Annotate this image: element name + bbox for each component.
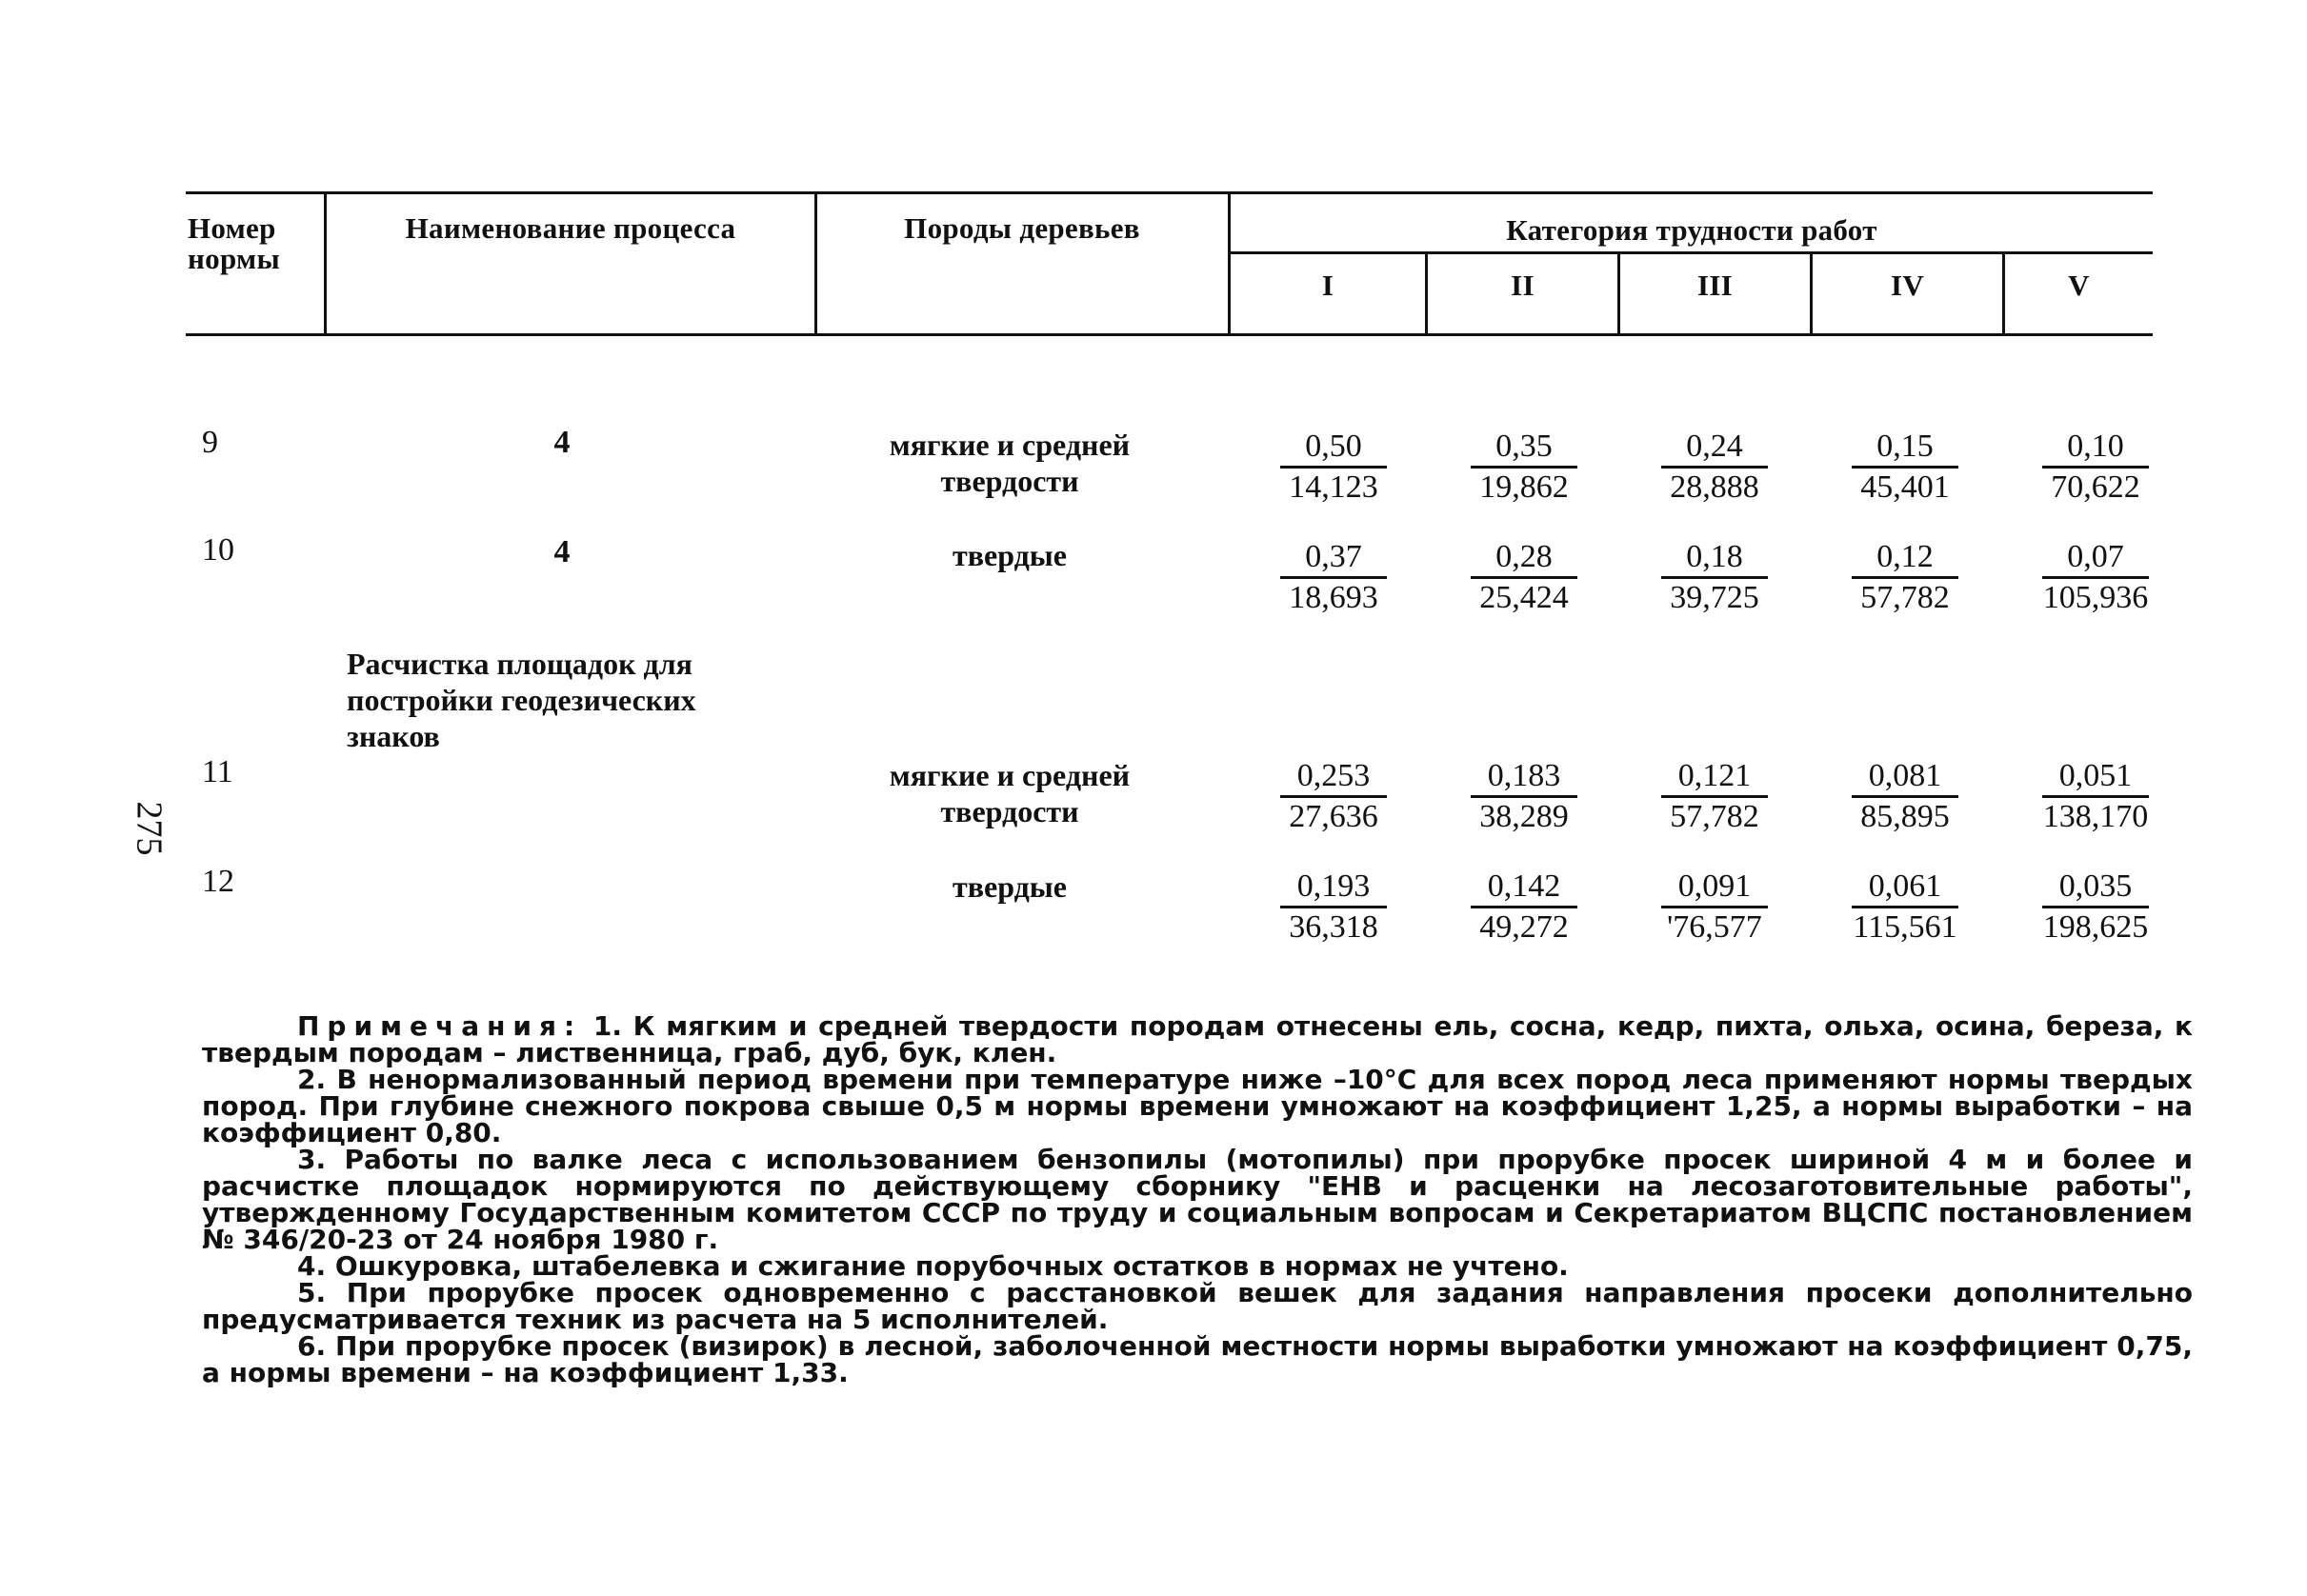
- notes-label: Примечания:: [297, 1010, 583, 1042]
- row-11-cat-IV-output: 85,895: [1860, 799, 1950, 834]
- row-12-cat-III-time: 0,091: [1661, 868, 1768, 908]
- row-9-cat-III: [1638, 429, 1791, 506]
- row-12-cat-I: [1257, 868, 1410, 946]
- header-category-group: Категория трудности работ: [1506, 213, 1877, 247]
- table-top-rule: [186, 191, 2153, 194]
- row-11-cat-V-output: 138,170: [2042, 799, 2149, 834]
- row-10-cat-II: [1448, 539, 1600, 616]
- row-10-cat-II-output: 25,424: [1479, 580, 1569, 615]
- note-6: 6. При прорубке просек (визирок) в лесной, заболоченной местности нормы выработки умножают на коэффициент 0,75, а нормы времени – на коэффициент 1,33.: [202, 1330, 2193, 1388]
- row-9-cat-V-output: 70,622: [2051, 469, 2140, 505]
- row-11-process-name: Расчистка площадок для постройки геодезических знаков: [347, 647, 696, 753]
- row-9-cat-V: [2019, 429, 2172, 506]
- row-10-cat-I-time: 0,37: [1280, 539, 1387, 579]
- header-category-V: V: [2068, 269, 2090, 302]
- row-11-cat-I-output: 27,636: [1289, 799, 1378, 834]
- row-12-cat-II-time: 0,142: [1471, 868, 1577, 908]
- row-11-cat-II-time: 0,183: [1471, 758, 1577, 798]
- row-9-species: мягкие и средней твердости: [889, 428, 1131, 498]
- row-10-cat-III-time: 0,18: [1661, 539, 1768, 579]
- row-9-cat-I-time: 0,50: [1280, 429, 1387, 469]
- header-category-II: II: [1511, 269, 1535, 302]
- row-11-cat-I: [1257, 758, 1410, 835]
- row-11-cat-V-time: 0,051: [2042, 758, 2149, 798]
- header-norm-number: Номер нормы: [188, 211, 280, 275]
- row-12-cat-IV: [1829, 868, 1981, 946]
- row-12-cat-I-output: 36,318: [1289, 909, 1378, 945]
- header-category-I: I: [1321, 269, 1334, 302]
- row-9-cat-I-output: 14,123: [1289, 469, 1378, 505]
- row-12-cat-III-output: '76,577: [1667, 909, 1762, 945]
- row-10-number: 10: [202, 532, 234, 568]
- row-11-cat-I-time: 0,253: [1280, 758, 1387, 798]
- note-1: [202, 1010, 2194, 1068]
- page-number: 275: [129, 801, 170, 856]
- row-11-number: 11: [202, 754, 233, 789]
- row-10-cat-III: [1638, 539, 1791, 616]
- row-12-cat-V-time: 0,035: [2042, 868, 2149, 908]
- row-11-species: мягкие и средней твердости: [889, 758, 1131, 828]
- row-10-cat-IV-time: 0,12: [1852, 539, 1958, 579]
- row-12-cat-IV-output: 115,561: [1853, 909, 1957, 945]
- header-process-name: Наименование процесса: [405, 211, 736, 245]
- header-category-III: III: [1696, 269, 1734, 302]
- category-subheader-rule: [1229, 251, 2153, 254]
- row-11-cat-IV-time: 0,081: [1852, 758, 1958, 798]
- row-12-number: 12: [202, 864, 234, 899]
- notes-block: [202, 1010, 2194, 1388]
- note-4: 4. Ошкуровка, штабелевка и сжигание порубочных остатков в нормах не учтено.: [297, 1250, 1569, 1282]
- note-2: 2. В ненормализованный период времени при температуре ниже –10°С для всех пород леса применяют нормы твердых пород. При глубине снежного покрова свыше 0,5 м нормы времени умножают на коэффициент 1,25, а нормы выработки – на коэффициент 0,80.: [202, 1064, 2193, 1148]
- row-10-cat-V-output: 105,936: [2042, 580, 2149, 615]
- row-11-cat-III-output: 57,782: [1670, 799, 1759, 834]
- header-bottom-rule: [186, 333, 2153, 336]
- row-9-cat-II-output: 19,862: [1479, 469, 1569, 505]
- row-10-cat-V-time: 0,07: [2042, 539, 2149, 579]
- row-10-cat-I-output: 18,693: [1289, 580, 1378, 615]
- row-12-species: твердые: [953, 869, 1067, 904]
- row-10-cat-V: [2019, 539, 2172, 616]
- row-11-cat-III: [1638, 758, 1791, 835]
- row-9-cat-II-time: 0,35: [1471, 429, 1577, 469]
- note-5: 5. При прорубке просек одновременно с расстановкой вешек для задания направления просеки дополнительно предусматривается техник из расчета на 5 исполнителей.: [202, 1277, 2193, 1335]
- row-9-cat-V-time: 0,10: [2042, 429, 2149, 469]
- row-9-cat-IV-output: 45,401: [1860, 469, 1950, 505]
- row-11-cat-II: [1448, 758, 1600, 835]
- row-9-cat-III-time: 0,24: [1661, 429, 1768, 469]
- col-divider-2: [814, 193, 817, 334]
- row-9-cat-IV-time: 0,15: [1852, 429, 1958, 469]
- row-11-cat-II-output: 38,289: [1479, 799, 1569, 834]
- row-12-cat-II: [1448, 868, 1600, 946]
- row-10-process: 4: [553, 534, 571, 569]
- row-11-cat-III-time: 0,121: [1661, 758, 1768, 798]
- row-9-cat-III-output: 28,888: [1670, 469, 1759, 505]
- row-10-cat-I: [1257, 539, 1410, 616]
- row-11-cat-IV: [1829, 758, 1981, 835]
- row-12-cat-V: [2019, 868, 2172, 946]
- row-12-cat-II-output: 49,272: [1479, 909, 1569, 945]
- row-10-species: твердые: [953, 538, 1067, 572]
- row-11-cat-V: [2019, 758, 2172, 835]
- row-10-cat-IV-output: 57,782: [1860, 580, 1950, 615]
- row-9-number: 9: [202, 425, 218, 460]
- row-12-cat-V-output: 198,625: [2042, 909, 2149, 945]
- header-category-IV: IV: [1890, 269, 1925, 302]
- row-10-cat-IV: [1829, 539, 1981, 616]
- note-1-text: 1. К мягким и средней твердости породам отнесены ель, сосна, кедр, пихта, ольха, осина, береза, к твердым породам – лиственница, граб, дуб, бук, клен.: [202, 1010, 2194, 1068]
- header-species: Породы деревьев: [904, 211, 1140, 245]
- row-9-cat-II: [1448, 429, 1600, 506]
- row-9-cat-I: [1257, 429, 1410, 506]
- row-12-cat-I-time: 0,193: [1280, 868, 1387, 908]
- row-9-cat-IV: [1829, 429, 1981, 506]
- row-10-cat-II-time: 0,28: [1471, 539, 1577, 579]
- row-9-process: 4: [553, 425, 571, 460]
- note-3: 3. Работы по валке леса с использованием бензопилы (мотопилы) при прорубке просек шириной 4 м и более и расчистке площадок нормируются по действующему сборнику "ЕНВ и расценки на лесозаготовительные работы", утвержденному Государственным комитетом СССР по труду и социальным вопросам и Секретариатом ВЦСПС постановлением № 346/20-23 от 24 ноября 1980 г.: [202, 1144, 2193, 1255]
- row-10-cat-III-output: 39,725: [1670, 580, 1759, 615]
- row-12-cat-IV-time: 0,061: [1852, 868, 1958, 908]
- col-divider-1: [324, 193, 327, 334]
- row-12-cat-III: [1638, 868, 1791, 946]
